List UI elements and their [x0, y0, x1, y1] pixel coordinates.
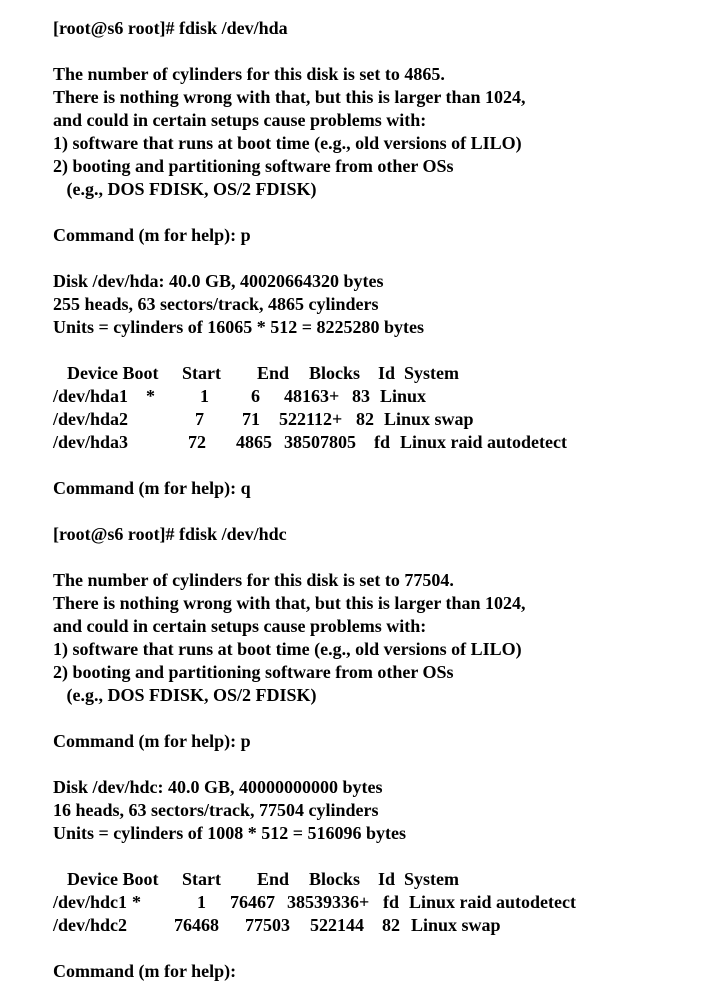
end-cell: 4865: [236, 432, 272, 452]
col-header-blocks: Blocks: [309, 869, 361, 889]
col-header-start: Start: [182, 869, 221, 889]
blocks-cell: 522144: [310, 915, 364, 935]
end-cell: 6: [251, 386, 260, 406]
disk-info-line: Units = cylinders of 16065 * 512 = 8225280 bytes: [53, 317, 425, 337]
command-prompt-current[interactable]: Command (m for help):: [53, 961, 237, 981]
disk-info-line: 16 heads, 63 sectors/track, 77504 cylinders: [53, 800, 379, 820]
warning-line: 1) software that runs at boot time (e.g., old versions of LILO): [53, 133, 522, 153]
id-cell: 82: [382, 915, 400, 935]
device-cell: /dev/hda1: [53, 386, 129, 406]
blocks-cell: 38539336+: [287, 892, 370, 912]
col-header-id: Id: [378, 869, 396, 889]
blocks-cell: 38507805: [284, 432, 356, 452]
blocks-cell: 522112+: [279, 409, 343, 429]
warning-line: 1) software that runs at boot time (e.g., old versions of LILO): [53, 639, 522, 659]
warning-line: 2) booting and partitioning software from other OSs: [53, 156, 454, 176]
id-cell: 82: [356, 409, 374, 429]
blocks-cell: 48163+: [284, 386, 340, 406]
warning-line: 2) booting and partitioning software from other OSs: [53, 662, 454, 682]
col-header-id: Id: [378, 363, 396, 383]
warning-line: There is nothing wrong with that, but this is larger than 1024,: [53, 87, 526, 107]
system-cell: Linux swap: [384, 409, 474, 429]
end-cell: 71: [242, 409, 260, 429]
start-cell: 1: [197, 892, 206, 912]
id-cell: fd: [383, 892, 400, 912]
shell-prompt-hda: [root@s6 root]# fdisk /dev/hda: [53, 18, 288, 38]
col-header-device: Device Boot: [67, 363, 159, 383]
start-cell: 72: [188, 432, 206, 452]
disk-info-line: Units = cylinders of 1008 * 512 = 516096 bytes: [53, 823, 407, 843]
end-cell: 77503: [245, 915, 290, 935]
disk-info-line: Disk /dev/hdc: 40.0 GB, 40000000000 bytes: [53, 777, 383, 797]
col-header-blocks: Blocks: [309, 363, 361, 383]
col-header-end: End: [257, 363, 290, 383]
warning-line: (e.g., DOS FDISK, OS/2 FDISK): [53, 179, 317, 199]
shell-prompt-hdc: [root@s6 root]# fdisk /dev/hdc: [53, 524, 287, 544]
id-cell: fd: [374, 432, 391, 452]
boot-cell: *: [146, 386, 155, 406]
system-cell: Linux raid autodetect: [400, 432, 568, 452]
system-cell: Linux: [380, 386, 427, 406]
disk-info-line: 255 heads, 63 sectors/track, 4865 cylinders: [53, 294, 379, 314]
start-cell: 76468: [174, 915, 219, 935]
command-prompt-q: Command (m for help): q: [53, 478, 251, 498]
command-prompt-p: Command (m for help): p: [53, 225, 251, 245]
system-cell: Linux swap: [411, 915, 501, 935]
system-cell: Linux raid autodetect: [409, 892, 577, 912]
warning-line: There is nothing wrong with that, but this is larger than 1024,: [53, 593, 526, 613]
col-header-system: System: [404, 869, 459, 889]
device-cell: /dev/hda3: [53, 432, 129, 452]
device-cell: /dev/hdc1: [53, 892, 128, 912]
device-cell: /dev/hdc2: [53, 915, 128, 935]
start-cell: 1: [200, 386, 209, 406]
col-header-end: End: [257, 869, 290, 889]
device-cell: /dev/hda2: [53, 409, 129, 429]
col-header-start: Start: [182, 363, 221, 383]
disk-info-line: Disk /dev/hda: 40.0 GB, 40020664320 bytes: [53, 271, 384, 291]
boot-cell: *: [132, 892, 141, 912]
warning-line: The number of cylinders for this disk is set to 77504.: [53, 570, 454, 590]
warning-line: and could in certain setups cause problems with:: [53, 616, 427, 636]
warning-line: (e.g., DOS FDISK, OS/2 FDISK): [53, 685, 317, 705]
col-header-device: Device Boot: [67, 869, 159, 889]
command-prompt-p: Command (m for help): p: [53, 731, 251, 751]
start-cell: 7: [195, 409, 204, 429]
col-header-system: System: [404, 363, 459, 383]
end-cell: 76467: [230, 892, 275, 912]
warning-line: The number of cylinders for this disk is set to 4865.: [53, 64, 445, 84]
id-cell: 83: [352, 386, 370, 406]
warning-line: and could in certain setups cause problems with:: [53, 110, 427, 130]
